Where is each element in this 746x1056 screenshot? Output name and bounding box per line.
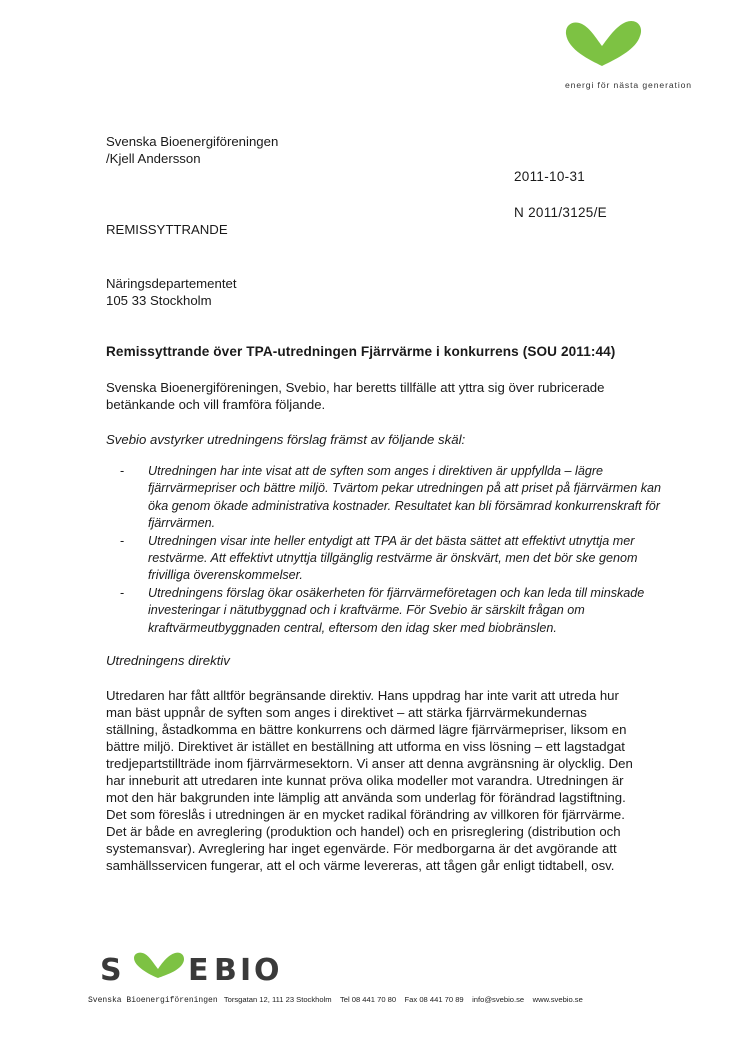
body-paragraph: Utredaren har fått alltför begränsande direktiv. Hans uppdrag har inte varit att utreda hur man bäst uppnår de syften som anges i direktivet – att stärka fjärrvärmekundernas ställning, åstadkomma en bättre konkurrens och därmed lägre fjärrvärmepriser, liksom en bättre miljö. Direktivet är istället en beställning att utforma en viss lösning – ett lagstadgat tredjepartstillträde inom fjärrvärmesektorn. Vi anser att denna avgränsning är olycklig. Den har inneburit att utredaren inte kunnat pröva olika modeller mot varandra. Utredningen är mot den här bakgrunden inte lämplig att använda som underlag för förändrad lagstiftning. Det som föreslås i utredningen är en mycket radikal förändring av villkoren för fjärrvärme. Det är både en avreglering (produktion och handel) och en prisreglering (distribution och systemansvar). Avreglering har inget egenvärde. För medborgarna är det avgörande att samhällsservicen fungerar, att el och värme levereras, att tågen går enligt tidtabell, osv. xyxy=(106,688,633,873)
bullet-text: Utredningen har inte visat att de syften som anges i direktiven är uppfyllda – lägre fjärrvärmepriser och bättre miljö. Tvärtom pekar utredningen på att priset på fjärrvärmen kan öka genom ökade administrativa kostnader. Resultatet kan bli försämrad konkurrenskraft för fjärrvärmen. xyxy=(148,464,662,531)
svebio-heart-logo xyxy=(560,16,644,68)
list-item xyxy=(106,533,666,585)
bullet-text: Utredningen visar inte heller entydigt att TPA är det bästa sättet att effektivt utnyttja mer restvärme. Att effektivt utnyttja tillgänglig restvärme är önskvärt, men det bör ske genom frivilliga överenskommelser. xyxy=(148,533,638,583)
wordmark-heart-icon xyxy=(134,953,184,978)
intro-italic-line: Svebio avstyrker utredningens förslag främst av följande skäl: xyxy=(106,432,466,447)
footer-address: Torsgatan 12, 111 23 Stockholm xyxy=(223,995,332,1004)
footer-email: info@svebio.se xyxy=(472,995,525,1004)
wordmark-letter: I xyxy=(240,953,252,982)
bullet-marker: - xyxy=(120,464,125,478)
footer-web: www.svebio.se xyxy=(532,995,583,1004)
bullet-marker: - xyxy=(120,585,125,600)
section-subheading: Utredningens direktiv xyxy=(106,653,230,668)
reference-number: N 2011/3125/E xyxy=(514,205,607,220)
list-item xyxy=(106,585,666,637)
wordmark-letter: S xyxy=(100,953,122,982)
sender-block xyxy=(106,133,278,167)
bullet-marker: - xyxy=(120,533,125,548)
footer-contact-line xyxy=(88,991,688,1009)
sender-organization: Svenska Bioenergiföreningen xyxy=(106,134,279,149)
reasons-list xyxy=(106,463,666,637)
letter-heading: Remissyttrande över TPA-utredningen Fjärrvärme i konkurrens (SOU 2011:44) xyxy=(106,344,616,359)
sender-contact: /Kjell Andersson xyxy=(106,151,201,166)
recipient-address: 105 33 Stockholm xyxy=(106,293,212,308)
bullet-text: Utredningens förslag ökar osäkerheten för fjärrvärmeföretagen och kan leda till minskade investeringar i nätutbyggnad och i kraftvärme. För Svebio är särskilt frågan om kraftvärmeutbyggnaden central, eftersom den idag sker med biobränslen. xyxy=(148,585,645,635)
footer-phone: Tel 08 441 70 80 xyxy=(339,995,397,1004)
wordmark-letter: E xyxy=(188,953,209,982)
document-type-label: REMISSYTTRANDE xyxy=(106,222,228,237)
wordmark-letter: B xyxy=(214,953,237,982)
intro-paragraph: Svenska Bioenergiföreningen, Svebio, har beretts tillfälle att yttra sig över rubricerade betänkande och vill framföra följande. xyxy=(106,380,605,412)
list-item xyxy=(106,463,666,533)
wordmark-letter: O xyxy=(254,953,280,982)
tagline: energi för nästa generation xyxy=(564,80,692,90)
recipient-name: Näringsdepartementet xyxy=(106,276,237,291)
footer-org: Svenska Bioenergiföreningen xyxy=(88,996,218,1005)
recipient-block xyxy=(106,275,236,309)
svebio-wordmark-logo xyxy=(100,952,290,982)
footer-fax: Fax 08 441 70 89 xyxy=(404,995,464,1004)
letter-date: 2011-10-31 xyxy=(514,169,586,184)
